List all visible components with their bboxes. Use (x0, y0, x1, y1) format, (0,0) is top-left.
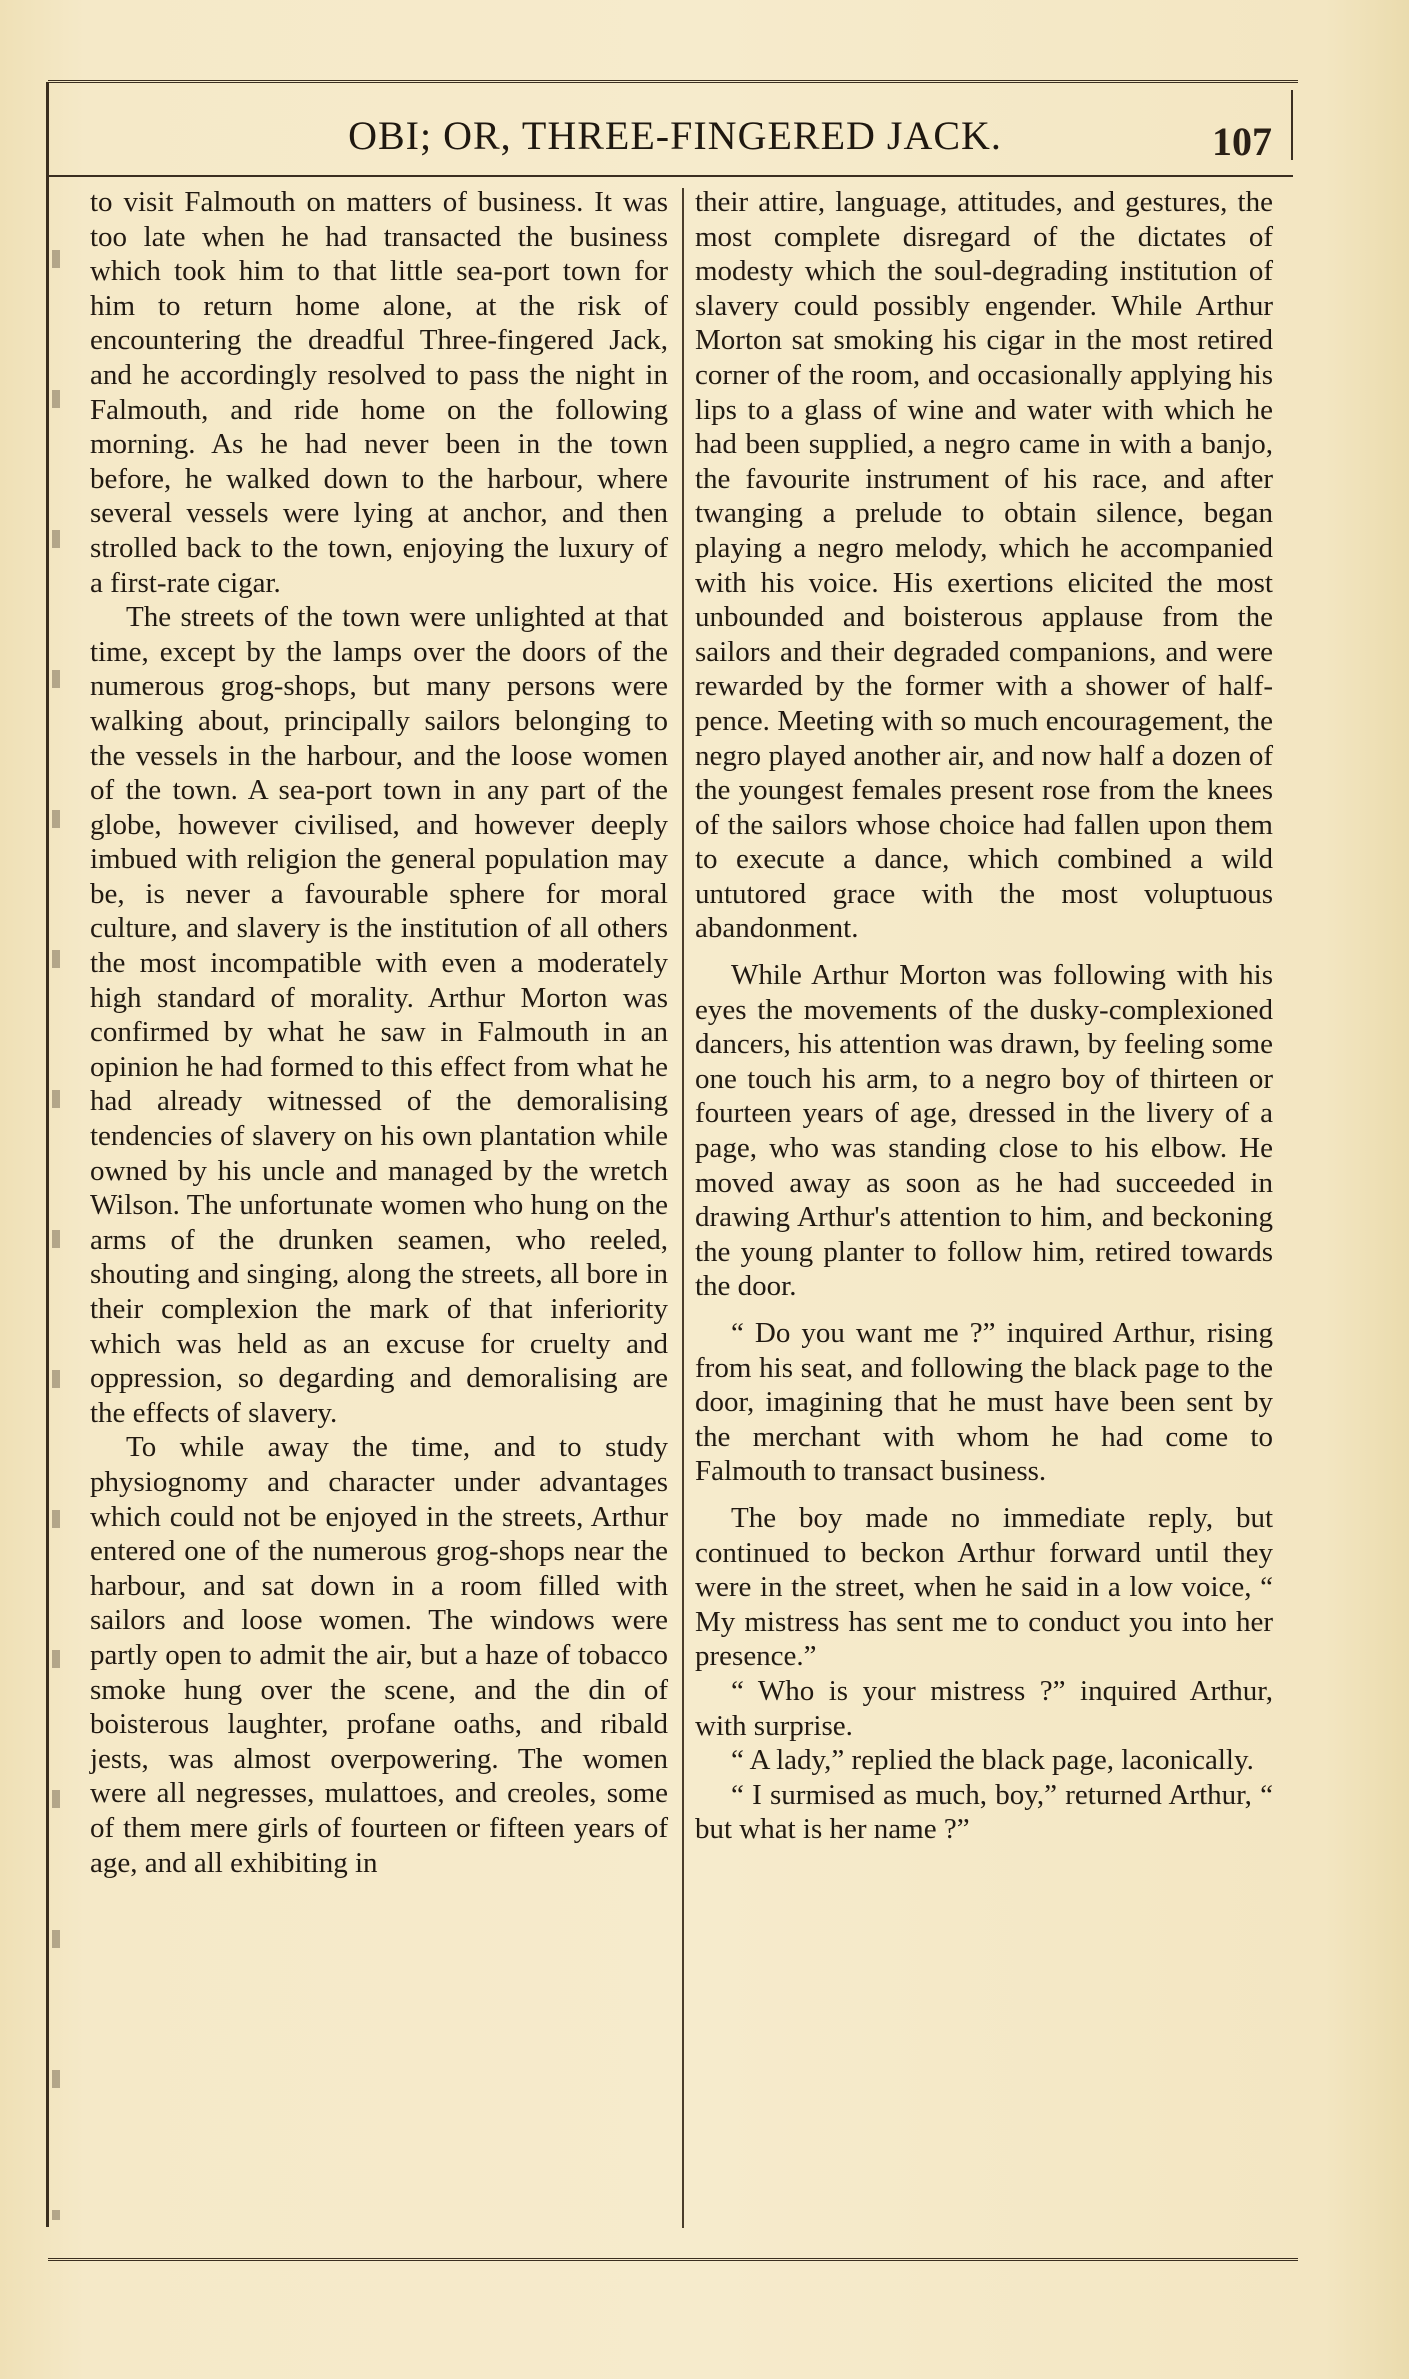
left-border-rule (46, 82, 49, 2227)
column-divider (682, 188, 684, 2228)
paragraph: “ I surmised as much, boy,” returned Arthur, “ but what is her name ?” (695, 1778, 1273, 1846)
paragraph: While Arthur Morton was following with his eyes the movements of the dusky-complexioned dancers, his attention was drawn, by feeling some one touch his arm, to a negro boy of thirteen or fourteen years of age, dressed in the livery of a page, who was standing close to his elbow. He moved away as soon as he had succeeded in drawing Arthur's attention to him, and beckoning the young planter to follow him, retired towards the door. (695, 959, 1273, 1303)
paragraph: “ A lady,” replied the black page, laconically. (731, 1744, 1254, 1777)
paragraph: To while away the time, and to study physiognomy and character under advantages which could not be enjoyed in the streets, Arthur entered one of the numerous grog-shops near the harbour, and sat down in a room filled with sailors and loose women. The windows were partly open to admit the air, but a haze of tobacco smoke hung over the scene, and the din of boisterous laughter, profane oaths, and ribald jests, was almost overpowering. The women were all negresses, mulattoes, and creoles, some of them mere girls of fourteen or fifteen years of age, and all exhibiting in (90, 1431, 668, 1879)
paragraph: “ Do you want me ?” inquired Arthur, rising from his seat, and following the black page to the door, imagining that he must have been sent by the merchant with whom he had come to Falmouth to transact business. (695, 1317, 1273, 1488)
top-border-rule (48, 80, 1298, 83)
paragraph: The streets of the town were unlighted at that time, except by the lamps over the doors of the numerous grog-shops, but many persons were walking about, principally sailors belonging to the vessels in the harbour, and the loose women of the town. A sea-port town in any part of the globe, however civilised, and however deeply imbued with religion the general population may be, is never a favourable sphere for moral culture, and slavery is the institution of all others the most incompatible with even a moderately high standard of morality. Arthur Morton was confirmed by what he saw in Falmouth in an opinion he had formed to this effect from what he had already witnessed of the demoralising tendencies of slavery on his own plantation while owned by his uncle and managed by the wretch Wilson. The unfortunate women who hung on the arms of the drunken seamen, who reeled, shouting and singing, along the streets, all bore in their complexion the mark of that inferiority which was held as an excuse for cruelty and oppression, so degarding and demoralising are the effects of slavery. (90, 601, 668, 1429)
right-column (695, 185, 1273, 1847)
header-rule (48, 175, 1293, 177)
page-number: 107 (1212, 119, 1272, 164)
paragraph: “ Who is your mistress ?” inquired Arthur, with surprise. (695, 1674, 1273, 1742)
page-edge-texture (52, 190, 60, 2220)
right-border-rule (1291, 90, 1293, 160)
paragraph: their attire, language, attitudes, and gestures, the most complete disregard of the dictates of modesty which the soul-degrading institution of slavery could possibly engender. While Arthur Morton sat smoking his cigar in the most retired corner of the room, and occasionally applying his lips to a glass of wine and water with which he had been supplied, a negro came in with a banjo, the favourite instrument of his race, and after twanging a prelude to obtain silence, began playing a negro melody, which he accompanied with his voice. His exertions elicited the most unbounded and boisterous applause from the sailors and their degraded companions, and were rewarded by the former with a shower of half-pence. Meeting with so much encouragement, the negro played another air, and now half a dozen of the youngest females present rose from the knees of the sailors whose choice had fallen upon them to execute a dance, which combined a wild untutored grace with the most voluptuous abandonment. (695, 186, 1273, 945)
running-title: OBI; OR, THREE-FINGERED JACK. (348, 113, 1002, 158)
bottom-border-rule (48, 2258, 1298, 2261)
paragraph: to visit Falmouth on matters of business. It was too late when he had transacted the business which took him to that little sea-port town for him to return home alone, at the risk of encountering the dreadful Three-fingered Jack, and he accordingly resolved to pass the night in Falmouth, and ride home on the following morning. As he had never been in the town before, he walked down to the harbour, where several vessels were lying at anchor, and then strolled back to the town, enjoying the luxury of a first-rate cigar. (90, 186, 668, 599)
left-column (90, 185, 668, 1880)
page-header (60, 112, 1290, 172)
paragraph: The boy made no immediate reply, but continued to beckon Arthur forward until they were in the street, when he said in a low voice, “ My mistress has sent me to conduct you into her presence.” (695, 1501, 1273, 1673)
